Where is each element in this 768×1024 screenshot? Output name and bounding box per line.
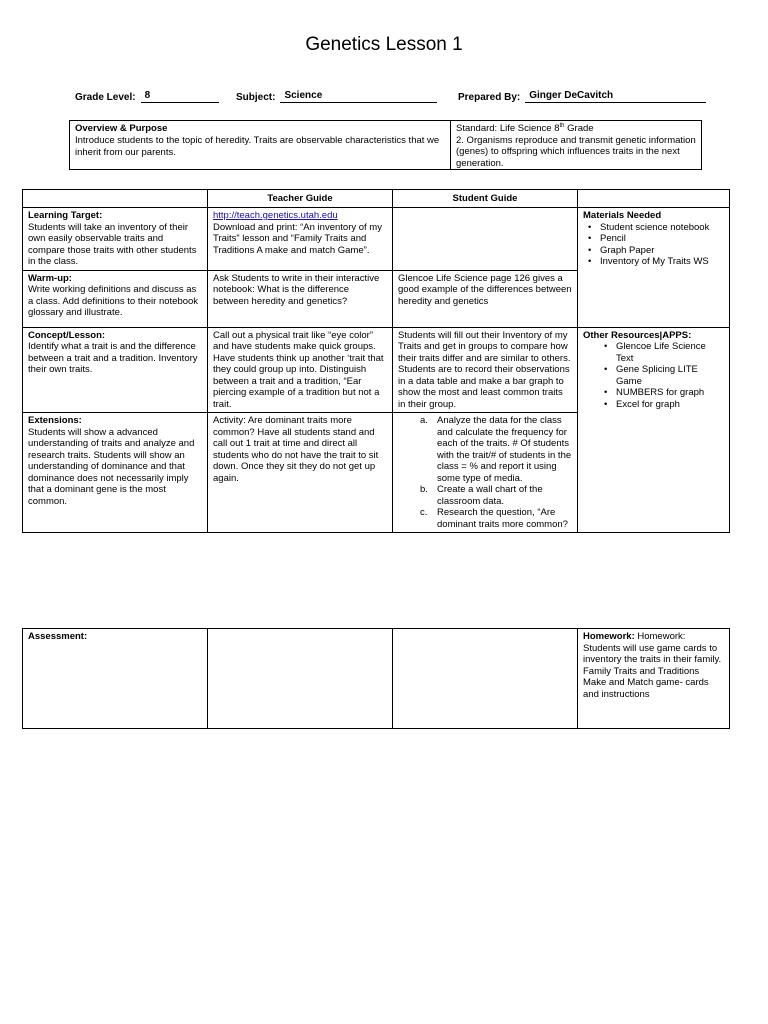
standard-sup: th xyxy=(559,122,565,129)
warmup-cell xyxy=(23,270,208,327)
standard-text: 2. Organisms reproduce and transmit genetic information (genes) to offspring which influences traits in the next generation. xyxy=(456,134,696,169)
prepared-by-field xyxy=(458,90,706,103)
learning-target-row xyxy=(23,208,730,271)
subject-field xyxy=(236,90,437,103)
lt-teacher-cell xyxy=(208,208,393,271)
list-item: • Student science notebook xyxy=(600,222,724,234)
list-item: • Gene Splicing LITE Game xyxy=(616,364,724,387)
list-item: • Pencil xyxy=(600,233,724,245)
concept-cell xyxy=(23,327,208,413)
assessment-cell xyxy=(23,629,208,729)
standard-title xyxy=(456,123,696,135)
materials-list xyxy=(583,222,724,268)
lt-teacher-text: Download and print: “An inventory of my Traits” lesson and “Family Traits and Traditions A make and match Game”. xyxy=(213,221,382,256)
learning-target-label: Learning Target: xyxy=(28,210,103,221)
list-text: Create a wall chart of the classroom data. xyxy=(437,484,543,507)
page-title: Genetics Lesson 1 xyxy=(305,34,463,55)
list-text: Research the question, “Are dominant traits more common? xyxy=(437,507,568,530)
homework-extra: Family Traits and Traditions Make and Match game- cards and instructions xyxy=(583,665,709,700)
prepared-by-label: Prepared By: xyxy=(458,92,521,103)
assessment-empty-1 xyxy=(208,629,393,729)
concept-label: Concept/Lesson: xyxy=(28,329,106,341)
lesson-table xyxy=(22,189,730,533)
assessment-empty-2 xyxy=(393,629,578,729)
list-item: • Glencoe Life Science Text xyxy=(616,341,724,364)
lt-student-cell xyxy=(393,208,578,271)
concept-row xyxy=(23,327,730,413)
other-resources-label: Other Resources|APPS: xyxy=(583,329,692,341)
assessment-row xyxy=(23,629,730,729)
prepared-by-value: Ginger DeCavitch xyxy=(525,90,706,103)
learning-target-text: Students will take an inventory of their own easily observable traits and compare those traits with other students in the class. xyxy=(28,221,197,267)
subject-label: Subject: xyxy=(236,92,276,103)
overview-purpose xyxy=(70,121,451,169)
warmup-text: Write working definitions and discuss as a class. Add definitions to their notebook glossary and illustrate. xyxy=(28,284,199,318)
list-item: • Excel for graph xyxy=(616,399,724,411)
extensions-cell xyxy=(23,413,208,533)
list-item xyxy=(420,484,572,507)
materials-label: Materials Needed xyxy=(583,210,662,221)
warmup-label: Warm-up: xyxy=(28,272,72,284)
standard-prefix: Standard: Life Science 8 xyxy=(456,123,560,134)
materials-cell xyxy=(578,208,730,328)
header-empty-cell-2 xyxy=(578,190,730,208)
student-guide-header: Student Guide xyxy=(393,190,578,208)
grade-level-value: 8 xyxy=(141,90,219,103)
warmup-teacher-cell: Ask Students to write in their interactive notebook: What is the difference between heredity and genetics? xyxy=(208,270,393,327)
learning-target-cell xyxy=(23,208,208,271)
concept-teacher-cell: Call out a physical trait like “eye color” and have students make quick groups. Have students think up another ‘trait that they could group up into. Distinguish between a trait and a tradition, “Ear piercing example of a tradition but not a trait. xyxy=(208,327,393,413)
warmup-student-cell: Glencoe Life Science page 126 gives a good example of the differences between heredity and genetics xyxy=(393,270,578,327)
grade-level-label: Grade Level: xyxy=(75,92,136,103)
header-empty-cell xyxy=(23,190,208,208)
overview-box xyxy=(69,120,702,170)
list-marker: b. xyxy=(420,484,428,495)
homework-cell xyxy=(578,629,730,729)
assessment-table xyxy=(22,628,730,729)
subject-value: Science xyxy=(280,90,437,103)
ext-student-list xyxy=(398,415,572,530)
extensions-label: Extensions: xyxy=(28,415,82,426)
other-resources-cell xyxy=(578,327,730,533)
list-marker: a. xyxy=(420,415,428,426)
assessment-label: Assessment: xyxy=(28,631,88,642)
overview-heading: Overview & Purpose xyxy=(75,123,168,134)
list-item: • Graph Paper xyxy=(600,245,724,257)
ext-teacher-cell: Activity: Are dominant traits more common? Have all students stand and call out 1 trait at time and direct all students who do not have the trait to sit down. Once they sit they do not get up again. xyxy=(208,413,393,533)
genetics-link[interactable]: http://teach.genetics.utah.edu xyxy=(213,210,338,221)
concept-text: Identify what a trait is and the difference between a trait and a tradition. Inventory their own traits. xyxy=(28,341,198,375)
teacher-guide-header: Teacher Guide xyxy=(208,190,393,208)
standard-suffix: Grade xyxy=(564,123,594,134)
concept-student-cell: Students will fill out their Inventory of my Traits and get in groups to compare how their traits differ and are similar to others. Students are to record their observations in a data table and make a bar graph to show the most and least common traits in their group. xyxy=(393,327,578,413)
standard-box xyxy=(451,121,701,169)
list-item xyxy=(420,415,572,484)
homework-text: Homework: Students will use game cards to inventory the traits in their family. xyxy=(583,631,722,665)
ext-student-cell xyxy=(393,413,578,533)
list-item: • Inventory of My Traits WS xyxy=(600,256,724,268)
overview-text: Introduce students to the topic of heredity. Traits are observable characteristics that we inherit from our parents. xyxy=(75,135,440,158)
homework-label: Homework: xyxy=(583,631,635,642)
list-item: • NUMBERS for graph xyxy=(616,387,724,399)
list-marker: c. xyxy=(420,507,428,518)
homework-text-block xyxy=(583,631,724,666)
table-header-row xyxy=(23,190,730,208)
grade-level-field xyxy=(75,90,219,103)
list-text: Analyze the data for the class and calculate the frequency for each of the traits. # Of students with the trait/# of students in the class = % and report it using some type of media. xyxy=(437,415,572,484)
other-resources-list xyxy=(583,341,724,410)
list-item xyxy=(420,507,572,530)
extensions-text: Students will show a advanced understanding of traits and analyze and research traits. Students will show an understanding of dominance and that dominance does not necessarily imply that a dominant gene is the most common. xyxy=(28,426,195,507)
